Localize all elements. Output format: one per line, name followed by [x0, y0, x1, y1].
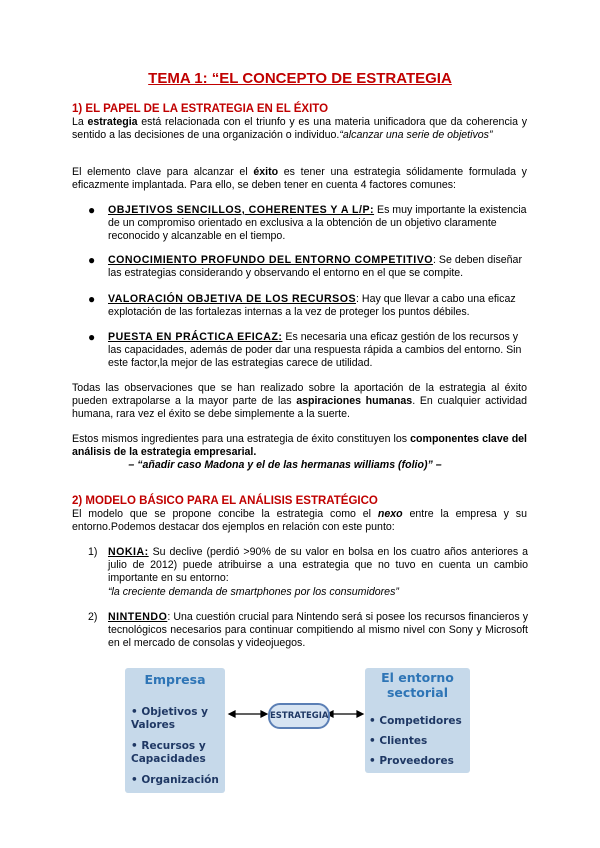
entorno-item: • Competidores: [369, 715, 462, 727]
section-1-paragraph-4: Estos mismos ingredientes para una estrategia de éxito constituyen los componentes clave del análisis de la estrategia empresarial.: [72, 433, 527, 459]
section-1-heading: 1) EL PAPEL DE LA ESTRATEGIA EN EL ÉXITO: [72, 103, 329, 115]
item-number: 2): [88, 611, 98, 623]
factor-text: Es muy importante la existencia de un compromiso orientado en exclusiva a la obtención de un objetivo claramente reconocido y alcanzable en el tiempo.: [108, 204, 527, 243]
entorno-item: • Clientes: [369, 735, 428, 747]
factor-text: Es necesaria una eficaz gestión de los recursos y las capacidades, además de poder dar una respuesta rápida a cambios del entorno. Sin este factor,la mejor de las estrategias carece de utilidad.: [108, 331, 522, 370]
entorno-list: [369, 714, 469, 768]
bullet-icon: ●: [88, 292, 96, 306]
entorno-box: [365, 668, 470, 773]
empresa-item: • Organización: [131, 774, 219, 786]
entorno-item: • Proveedores: [369, 755, 454, 767]
section-1-paragraph-1: La estrategia está relacionada con el triunfo y es una materia unificadora que da coherencia y sentido a las decisiones de una organización o individuo.“alcanzar una serie de objetivos”: [72, 116, 527, 142]
factor-label: VALORACIÓN OBJETIVA DE LOS RECURSOS: [108, 293, 357, 305]
estrategia-node: ESTRATEGIA: [268, 703, 330, 729]
item-text: Su declive (perdió >90% de su valor en bolsa en los cuatro años anteriores a julio de 2012) puede atribuirse a una estrategia que no tuvo en cuenta un cambio importante en su entorno:: [108, 546, 528, 585]
item-quote: “la creciente demanda de smartphones por los consumidores”: [108, 585, 399, 598]
section-2-heading: 2) MODELO BÁSICO PARA EL ANÁLISIS ESTRATÉGICO: [72, 495, 378, 507]
factor-text: : Se deben diseñar las estrategias considerando y observando el entorno en el que se compite.: [108, 254, 522, 280]
factor-label: OBJETIVOS SENCILLOS, COHERENTES Y A L/P:: [108, 204, 375, 216]
item-text: : Una cuestión crucial para Nintendo será si posee los recursos financieros y tecnológicos necesarios para continuar compitiendo al mismo nivel con Sony y Microsoft en el mercado de consolas y videojuegos.: [108, 611, 528, 650]
factor-label: CONOCIMIENTO PROFUNDO DEL ENTORNO COMPETITIVO: [108, 254, 434, 266]
section-2-paragraph-1: El modelo que se propone concibe la estrategia como el nexo entre la empresa y su entorno.Podemos destacar dos ejemplos en relación con este punto:: [72, 508, 527, 534]
section-1-paragraph-3: Todas las observaciones que se han realizado sobre la aportación de la estrategia al éxito pueden extrapolarse a la mayor parte de las aspiraciones humanas. En cualquier actividad humana, rara vez el éxito se debe simplemente a la suerte.: [72, 382, 527, 421]
bullet-icon: ●: [88, 330, 96, 344]
bullet-icon: ●: [88, 253, 96, 267]
section-1-paragraph-2: El elemento clave para alcanzar el éxito es tener una estrategia sólidamente formulada y eficazmente implantada. Para ello, se deben tener en cuenta 4 factores comunes:: [72, 166, 527, 192]
item-label: NOKIA:: [108, 546, 149, 558]
bullet-icon: ●: [88, 203, 96, 217]
item-number: 1): [88, 546, 98, 558]
strategy-model-diagram: [125, 668, 470, 793]
factor-label: PUESTA EN PRÁCTICA EFICAZ:: [108, 331, 283, 343]
entorno-title: El entorno sectorial: [381, 670, 454, 700]
annotation-note: – “añadir caso Madona y el de las hermanas williams (folio)” –: [128, 459, 442, 471]
item-label: NINTENDO: [108, 611, 168, 623]
factor-text: : Hay que llevar a cabo una eficaz explotación de las fortalezas internas a la vez de proteger los puntos débiles.: [108, 293, 516, 319]
empresa-item: • Recursos y Capacidades: [131, 740, 206, 765]
empresa-title: Empresa: [144, 672, 206, 687]
empresa-item: • Objetivos y Valores: [131, 706, 208, 731]
page-title: TEMA 1: “EL CONCEPTO DE ESTRATEGIA: [148, 70, 452, 87]
